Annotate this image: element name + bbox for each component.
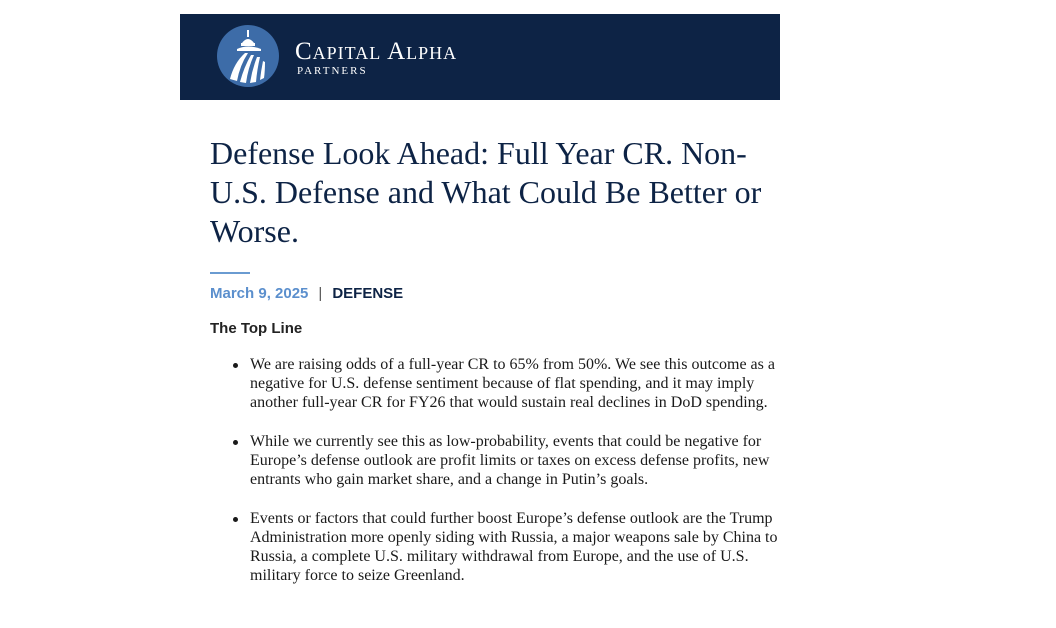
title-divider — [210, 272, 250, 274]
header-banner — [180, 14, 780, 100]
brand-name: Capital Alpha — [295, 38, 458, 65]
brand-wordmark — [295, 38, 457, 77]
article-title: Defense Look Ahead: Full Year CR. Non-U.S. Defense and What Could Be Better or Worse. — [210, 135, 762, 249]
category-label: DEFENSE — [332, 285, 404, 302]
list-item: We are raising odds of a full-year CR to 65% from 50%. We see this outcome as a negative for U.S. defense sentiment because of flat spending, and it may imply another full-year CR for FY26 that would sustain real declines in DoD spending. — [250, 355, 790, 412]
top-line-list — [210, 355, 790, 605]
article-meta — [210, 285, 403, 303]
meta-separator: | — [318, 285, 323, 302]
list-item: While we currently see this as low-probability, events that could be negative for Europe’s defense outlook are profit limits or taxes on excess defense profits, new entrants who gain market share, and a change in Putin’s goals. — [250, 432, 790, 489]
section-heading: The Top Line — [210, 320, 303, 337]
list-item: Events or factors that could further boost Europe’s defense outlook are the Trump Administration more openly siding with Russia, a major weapons sale by China to Russia, a complete U.S. military withdrawal from Europe, and the use of U.S. military force to seize Greenland. — [250, 509, 790, 585]
publish-date: March 9, 2025 — [210, 285, 309, 302]
brand-subtitle: PARTNERS — [297, 65, 368, 77]
capitol-dome-icon — [217, 25, 279, 87]
